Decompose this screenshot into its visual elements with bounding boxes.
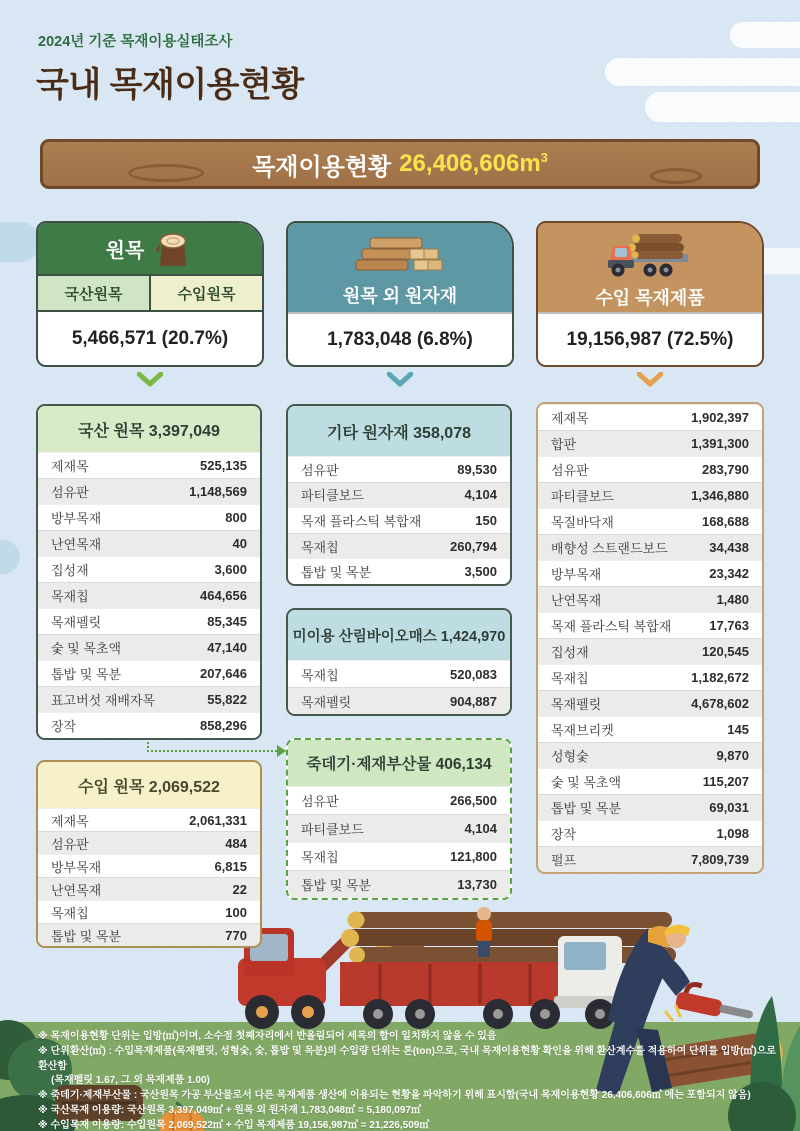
table-row [538,612,762,638]
row-value: 40 [232,536,247,551]
table-row [38,530,260,556]
row-value: 464,656 [200,588,247,603]
chainsaw-icon [675,981,757,1024]
table-row [38,634,260,660]
row-value: 2,061,331 [189,812,247,828]
row-value: 800 [225,510,247,525]
row-label: 합판 [551,437,577,452]
row-value: 6,815 [214,858,247,874]
row-value: 4,104 [464,821,497,836]
table-row [38,478,260,504]
row-value: 904,887 [450,693,497,709]
footnote-line: ※ 단위환산(㎥) : 수입목재제품(목재펠릿, 성형숯, 숯, 톱밥 및 목분)의 수입량 단위는 톤(ton)으로, 국내 목재이용현황 확인을 위해 환산계수를 적용하여 단위를 입방(㎥)으로 환산함 [38,1045,777,1072]
row-label: 집성재 [551,645,589,660]
row-value: 1,902,397 [691,410,749,425]
table-row [38,582,260,608]
subtab-domestic-roundwood: 국산원목 [38,276,151,310]
row-label: 장작 [51,719,77,734]
row-label: 톱밥 및 목분 [51,667,122,682]
card-roundwood [36,221,264,367]
row-label: 목질바닥재 [551,515,614,530]
row-label: 목재칩 [551,671,589,686]
card-roundwood-header [38,223,262,274]
row-value: 120,545 [702,644,749,659]
row-value: 3,600 [214,562,247,577]
row-value: 150 [475,512,497,528]
row-label: 톱밥 및 목분 [51,928,122,944]
table-other-raw-materials [286,404,512,586]
dotted-arrowhead-icon [277,745,286,757]
row-value: 34,438 [709,540,749,555]
row-value: 121,800 [450,849,497,864]
footnote-line: ※ 국산목재 이용량: 국산원목 3,397,049㎥ + 원목 외 원자재 1,783,048㎥ = 5,180,097㎥ [38,1104,421,1116]
card-other-raw-value: 1,783,048 (6.8%) [288,312,512,365]
row-label: 목재칩 [301,539,339,555]
chevron-down-icon [137,372,163,388]
table-row [38,608,260,634]
row-label: 표고버섯 재배자목 [51,693,156,708]
log-truck-icon [602,232,698,280]
table-row [538,742,762,768]
row-label: 배향성 스트랜드보드 [551,541,668,556]
table-row [38,808,260,831]
card-other-raw-materials [286,221,514,367]
row-value: 266,500 [450,793,497,808]
row-label: 파티클보드 [301,488,364,504]
row-value: 23,342 [709,566,749,581]
row-label: 섬유판 [301,794,339,809]
table-domestic-roundwood [36,404,262,740]
table-row [538,716,762,742]
row-value: 13,730 [457,877,497,892]
card-other-raw-header [288,223,512,312]
row-label: 펄프 [551,853,577,868]
row-value: 260,794 [450,538,497,554]
footnote-line: (목재펠릿 1.67, 그 외 목재제품 1.00) [51,1075,210,1087]
card-roundwood-value: 5,466,571 (20.7%) [38,312,262,365]
row-label: 목재브리켓 [551,723,614,738]
table-row [288,870,510,898]
table-row [538,560,762,586]
row-value: 100 [225,904,247,920]
row-value: 9,870 [716,748,749,763]
row-label: 목재 플라스틱 복합재 [551,619,672,634]
row-value: 520,083 [450,666,497,682]
row-value: 69,031 [709,800,749,815]
row-label: 파티클보드 [301,822,364,837]
table-unused-forest-biomass-title: 미이용 산림바이오매스 1,424,970 [288,610,510,660]
card-imported-products-value: 19,156,987 (72.5%) [538,312,762,365]
row-label: 제재목 [51,459,89,474]
table-row [538,794,762,820]
table-row [538,482,762,508]
footnote-line: ※ 수입목재 이용량: 수입원목 2,069,522㎥ + 수입 목재제품 19,156,987㎥ = 21,226,509㎥ [38,1119,430,1131]
subtab-imported-roundwood: 수입원목 [151,276,262,310]
row-value: 1,346,880 [691,488,749,503]
row-label: 섬유판 [51,485,89,500]
row-label: 목재 플라스틱 복합재 [301,513,422,529]
chevron-down-icon [637,372,663,388]
row-value: 7,809,739 [691,852,749,867]
row-label: 장작 [551,827,577,842]
row-label: 톱밥 및 목분 [301,565,372,581]
row-value: 55,822 [207,692,247,707]
table-row [38,452,260,478]
table-slab-byproducts-title: 죽데기·제재부산물 406,134 [288,740,510,786]
table-row [38,660,260,686]
table-row [288,786,510,814]
row-label: 목재펠릿 [551,697,602,712]
card-roundwood-subtabs [38,274,262,312]
row-value: 115,207 [702,774,749,789]
table-row [38,923,260,946]
survey-label: 2024년 기준 목재이용실태조사 [38,34,233,50]
table-imported-roundwood [36,760,262,948]
banner-label: 목재이용현황 [252,153,392,181]
table-slab-byproducts [286,738,512,900]
cloud-icon [605,58,800,86]
table-row [38,877,260,900]
row-value: 85,345 [207,614,247,629]
table-row [538,664,762,690]
table-other-raw-materials-title: 기타 원자재 358,078 [288,406,510,456]
row-label: 목재칩 [51,905,89,921]
table-row [288,558,510,584]
row-value: 1,391,300 [691,436,749,451]
footnotes [38,1030,783,1131]
row-value: 3,500 [464,564,497,580]
table-row [288,687,510,714]
row-label: 목재펠릿 [51,615,102,630]
table-row [538,508,762,534]
table-row [288,660,510,687]
row-label: 제재목 [51,813,89,829]
row-value: 770 [225,927,247,943]
table-domestic-roundwood-title: 국산 원목 3,397,049 [38,406,260,452]
row-label: 섬유판 [551,463,589,478]
row-value: 47,140 [207,640,247,655]
row-value: 1,148,569 [189,484,247,499]
total-usage-banner [40,139,760,189]
row-value: 283,790 [702,462,749,477]
table-row [538,768,762,794]
table-row [538,690,762,716]
table-row [538,404,762,430]
row-value: 17,763 [709,618,749,633]
row-value: 168,688 [702,514,749,529]
row-label: 목재칩 [301,850,339,865]
card-imported-products [536,221,764,367]
cloud-icon [0,540,20,574]
row-label: 난연목재 [51,537,102,552]
table-row [288,456,510,482]
row-value: 858,296 [200,718,247,733]
tree-stump-icon [152,228,194,270]
row-label: 숯 및 목초액 [51,641,122,656]
row-value: 145 [727,722,749,737]
card-imported-products-header [538,223,762,312]
table-row [38,854,260,877]
table-row [288,814,510,842]
table-row [288,842,510,870]
row-value: 484 [225,835,247,851]
banner-value: $26,406,606m^3$ [399,150,548,177]
row-value: 4,104 [464,487,497,503]
row-value: 525,135 [200,458,247,473]
table-row [288,533,510,559]
table-imported-roundwood-title: 수입 원목 2,069,522 [38,762,260,808]
row-label: 방부목재 [51,859,102,875]
footnote-line: ※ 목재이용현황 단위는 입방(㎥)이며, 소수점 첫째자리에서 반올림되어 세목의 합이 일치하지 않을 수 있음 [38,1031,497,1042]
table-row [38,900,260,923]
table-row [538,456,762,482]
table-row [38,686,260,712]
table-row [538,534,762,560]
table-row [538,586,762,612]
page-title: 국내 목재이용현황 [36,66,304,104]
row-label: 성형숯 [551,749,589,764]
row-value: 1,098 [716,826,749,841]
cloud-icon [0,222,40,262]
row-label: 톱밥 및 목분 [301,878,372,893]
table-row [38,831,260,854]
row-label: 제재목 [551,411,589,426]
table-row [538,820,762,846]
row-label: 섬유판 [51,836,89,852]
row-value: 4,678,602 [691,696,749,711]
card-imported-products-title: 수입 목재제품 [595,287,705,308]
row-label: 목재칩 [51,589,89,604]
dotted-connector [147,750,277,752]
row-label: 난연목재 [551,593,602,608]
table-row [538,638,762,664]
footnote-line: ※ 죽데기·제재부산물 : 국산원목 가공 부산물로서 다른 목재제품 생산에 이용되는 현황을 파악하기 위해 표시함(국내 목재이용현황 26,406,606㎥ 에는 포함되지 않음) [38,1090,751,1102]
row-label: 파티클보드 [551,489,614,504]
card-other-raw-title: 원목 외 원자재 [342,285,458,306]
table-imported-wood-products [536,402,764,874]
lumber-stack-icon [352,234,448,278]
table-row [288,507,510,533]
table-row [538,846,762,872]
row-label: 톱밥 및 목분 [551,801,622,816]
table-row [38,556,260,582]
row-value: 22 [232,881,247,897]
row-label: 집성재 [51,563,89,578]
cloud-icon [730,22,800,48]
card-roundwood-title: 원목 [105,240,145,262]
table-row [38,504,260,530]
row-label: 방부목재 [551,567,602,582]
table-row [538,430,762,456]
cloud-icon [645,92,800,122]
table-unused-forest-biomass [286,608,512,716]
table-row [288,482,510,508]
row-label: 숯 및 목초액 [551,775,622,790]
row-label: 목재칩 [301,667,339,683]
row-label: 목재펠릿 [301,694,352,710]
row-value: 1,480 [716,592,749,607]
row-label: 방부목재 [51,511,102,526]
row-label: 난연목재 [51,882,102,898]
row-value: 1,182,672 [691,670,749,685]
table-row [38,712,260,738]
row-value: 89,530 [457,461,497,477]
row-label: 섬유판 [301,462,339,478]
chevron-down-icon [387,372,413,388]
row-value: 207,646 [200,666,247,681]
